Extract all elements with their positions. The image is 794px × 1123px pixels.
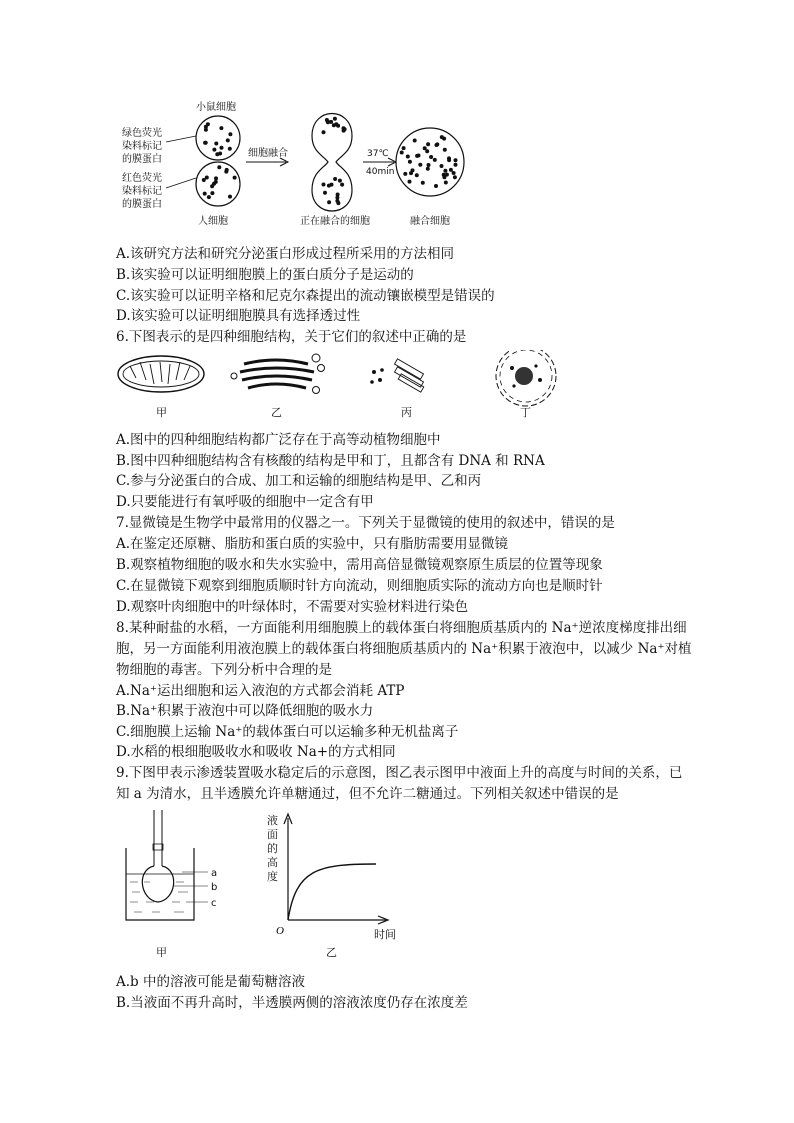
q8-stem-line-3: 物细胞的毒害。下列分析中合理的是 xyxy=(116,662,332,678)
protein-dot xyxy=(421,181,425,185)
ylabel-char: 高 xyxy=(267,856,278,869)
protein-dot xyxy=(207,195,211,199)
red-label-1: 红色荧光 xyxy=(122,173,162,184)
protein-dot xyxy=(333,177,337,181)
q8-option-d: D.水稻的根细胞吸收水和吸收 Na+的方式相同 xyxy=(116,744,396,760)
label-bing: 丙 xyxy=(401,406,412,419)
curve-line xyxy=(288,864,376,920)
protein-dot xyxy=(413,139,417,143)
q6-stem: 6.下图表示的是四种细胞结构，关于它们的叙述中正确的是 xyxy=(116,329,467,345)
protein-dot xyxy=(447,158,451,162)
protein-dot xyxy=(423,146,427,150)
green-label-2: 染料标记 xyxy=(122,141,162,152)
protein-dot xyxy=(336,124,340,128)
protein-dot xyxy=(425,149,429,153)
red-label-3: 的膜蛋白 xyxy=(122,199,162,210)
protein-dot xyxy=(443,148,447,152)
label-b: b xyxy=(211,882,218,893)
protein-dot xyxy=(426,142,430,146)
protein-dot xyxy=(202,178,206,182)
q7-option-d: D.观察叶肉细胞中的叶绿体时，不需要对实验材料进行染色 xyxy=(116,599,469,615)
protein-dot xyxy=(411,168,415,172)
protein-dot xyxy=(212,182,216,186)
fused-cell xyxy=(396,128,464,196)
label-jia: 甲 xyxy=(156,946,167,959)
ylabel-char: 的 xyxy=(267,842,278,855)
protein-dot xyxy=(408,180,412,184)
q9-stem-line-1: 9.下图甲表示渗透装置吸水稳定后的示意图，图乙表示图甲中液面上升的高度与时间的关系，已 xyxy=(116,765,683,781)
label-ding: 丁 xyxy=(520,406,531,419)
q6-option-b: B.图中四种细胞结构含有核酸的结构是甲和丁，且都含有 DNA 和 RNA xyxy=(116,453,545,469)
protein-dot xyxy=(440,135,444,139)
protein-dot xyxy=(406,155,410,159)
q6-option-a: A.图中的四种细胞结构都广泛存在于高等动植物细胞中 xyxy=(116,432,441,448)
protein-dot xyxy=(415,173,419,177)
osmosis-apparatus xyxy=(126,810,208,920)
protein-dot xyxy=(343,127,347,131)
protein-dot xyxy=(443,169,447,173)
protein-dot xyxy=(429,155,433,159)
protein-dot xyxy=(434,184,438,188)
protein-dot xyxy=(454,158,458,162)
ylabel-char: 面 xyxy=(267,828,278,841)
q7-option-b: B.观察植物细胞的吸水和失水实验中，需用高倍显微镜观察原生质层的位置等现象 xyxy=(116,557,603,573)
protein-dot xyxy=(204,141,208,145)
protein-dot xyxy=(449,168,453,172)
ylabel-char: 度 xyxy=(267,870,278,883)
human-cell-label: 人细胞 xyxy=(198,216,228,227)
protein-dot xyxy=(452,171,456,175)
protein-dot xyxy=(327,200,331,204)
protein-dot xyxy=(215,152,219,156)
q5-option-a: A.该研究方法和研究分泌蛋白形成过程所采用的方法相同 xyxy=(116,246,455,262)
protein-dot xyxy=(454,163,458,167)
protein-dot xyxy=(427,163,431,167)
protein-dot xyxy=(228,147,232,151)
protein-dot xyxy=(417,154,421,158)
mitochondrion-structure xyxy=(118,356,204,392)
centrosome-structure xyxy=(370,359,424,392)
q9-stem-line-2: 知 a 为清水，且半透膜允许单糖通过，但不允许二糖通过。下列相关叙述中错误的是 xyxy=(116,786,619,802)
protein-dot xyxy=(335,196,339,200)
label-yi: 乙 xyxy=(326,946,337,959)
protein-dot xyxy=(435,143,439,147)
protein-dot xyxy=(402,146,406,150)
q7-stem: 7.显微镜是生物学中最常用的仪器之一。下列关于显微镜的使用的叙述中，错误的是 xyxy=(116,515,615,531)
time-label: 40min xyxy=(366,167,395,177)
pointer-line xyxy=(166,178,196,188)
q5-option-d: D.该实验可以证明细胞膜具有选择透过性 xyxy=(116,308,361,324)
green-label-3: 的膜蛋白 xyxy=(122,154,162,165)
protein-dot xyxy=(322,183,326,187)
fusing-cell-label: 正在融合的细胞 xyxy=(300,216,370,227)
protein-dot xyxy=(453,175,457,179)
protein-dot xyxy=(326,120,330,124)
q8-option-c: C.细胞膜上运输 Na⁺的载体蛋白可以运输多种无机盐离子 xyxy=(116,724,459,740)
q7-option-a: A.在鉴定还原糖、脂肪和蛋白质的实验中，只有脂肪需要用显微镜 xyxy=(116,536,509,552)
protein-dot xyxy=(332,123,336,127)
ylabel-char: 液 xyxy=(267,814,278,827)
protein-dot xyxy=(418,163,422,167)
protein-dot xyxy=(445,173,449,177)
protein-dot xyxy=(214,176,218,180)
red-label-2: 染料标记 xyxy=(122,186,162,197)
protein-dot xyxy=(233,176,237,180)
label-yi: 乙 xyxy=(271,406,282,419)
protein-dot xyxy=(336,201,340,205)
protein-dot xyxy=(210,191,214,195)
q6-option-d: D.只要能进行有氧呼吸的细胞中一定含有甲 xyxy=(116,494,374,510)
protein-dot xyxy=(322,130,326,134)
protein-dot xyxy=(225,168,229,172)
osmosis-figure xyxy=(116,810,416,965)
protein-dot xyxy=(212,148,216,152)
q7-option-c: C.在显微镜下观察到细胞质顺时针方向流动，则细胞质实际的流动方向也是顺时针 xyxy=(116,578,603,594)
protein-dot xyxy=(340,183,344,187)
protein-dot xyxy=(403,172,407,176)
origin-label: O xyxy=(276,925,284,937)
label-c: c xyxy=(211,898,217,909)
cell-structures-figure xyxy=(116,350,576,426)
protein-dot xyxy=(426,167,430,171)
green-label-1: 绿色荧光 xyxy=(122,128,162,139)
nucleus-structure xyxy=(496,350,556,406)
cell-fusion-figure xyxy=(116,96,466,236)
protein-dot xyxy=(408,160,412,164)
protein-dot xyxy=(333,117,337,121)
protein-dot xyxy=(444,181,448,185)
label-jia: 甲 xyxy=(156,406,167,419)
protein-dot xyxy=(217,165,221,169)
protein-dot xyxy=(433,158,437,162)
protein-dot xyxy=(219,126,223,130)
mouse-cell-label: 小鼠细胞 xyxy=(196,102,236,113)
protein-dot xyxy=(203,192,207,196)
pointer-line xyxy=(166,136,196,142)
xlabel: 时间 xyxy=(374,928,396,941)
q8-option-b: B.Na⁺积累于液泡中可以降低细胞的吸水力 xyxy=(116,703,374,719)
protein-dot xyxy=(327,184,331,188)
temperature-label: 37℃ xyxy=(367,149,389,159)
height-time-chart xyxy=(284,814,388,924)
q6-option-c: C.参与分泌蛋白的合成、加工和运输的细胞结构是甲、乙和丙 xyxy=(116,473,482,489)
protein-dot xyxy=(204,128,208,132)
protein-dot xyxy=(400,151,404,155)
protein-dot xyxy=(220,146,224,150)
protein-dot xyxy=(226,138,230,142)
fused-cell-label: 融合细胞 xyxy=(410,216,450,227)
protein-dot xyxy=(440,164,444,168)
q9-option-a: A.b 中的溶液可能是葡萄糖溶液 xyxy=(116,974,305,990)
q5-option-c: C.该实验可以证明辛格和尼克尔森提出的流动镶嵌模型是错误的 xyxy=(116,288,495,304)
protein-dot xyxy=(228,132,232,136)
fusion-arrow-label: 细胞融合 xyxy=(248,148,288,159)
label-a: a xyxy=(211,868,218,879)
protein-dot xyxy=(323,191,327,195)
q9-option-b: B.当液面不再升高时，半透膜两侧的溶液浓度仍存在浓度差 xyxy=(116,995,468,1011)
q5-option-b: B.该实验可以证明细胞膜上的蛋白质分子是运动的 xyxy=(116,267,414,283)
protein-dot xyxy=(214,142,218,146)
golgi-structure xyxy=(231,354,325,394)
protein-dot xyxy=(338,179,342,183)
q8-option-a: A.Na⁺运出细胞和运入液泡的方式都会消耗 ATP xyxy=(116,683,405,699)
q8-stem-line-2: 胞，另一方面能利用液泡膜上的载体蛋白将细胞质基质内的 Na⁺积累于液泡中，以减少 Na⁺对植 xyxy=(116,641,692,657)
protein-dot xyxy=(228,195,232,199)
q8-stem-line-1: 8.某种耐盐的水稻，一方面能利用细胞膜上的载体蛋白将细胞质基质内的 Na⁺逆浓度梯度排出细 xyxy=(116,620,687,636)
